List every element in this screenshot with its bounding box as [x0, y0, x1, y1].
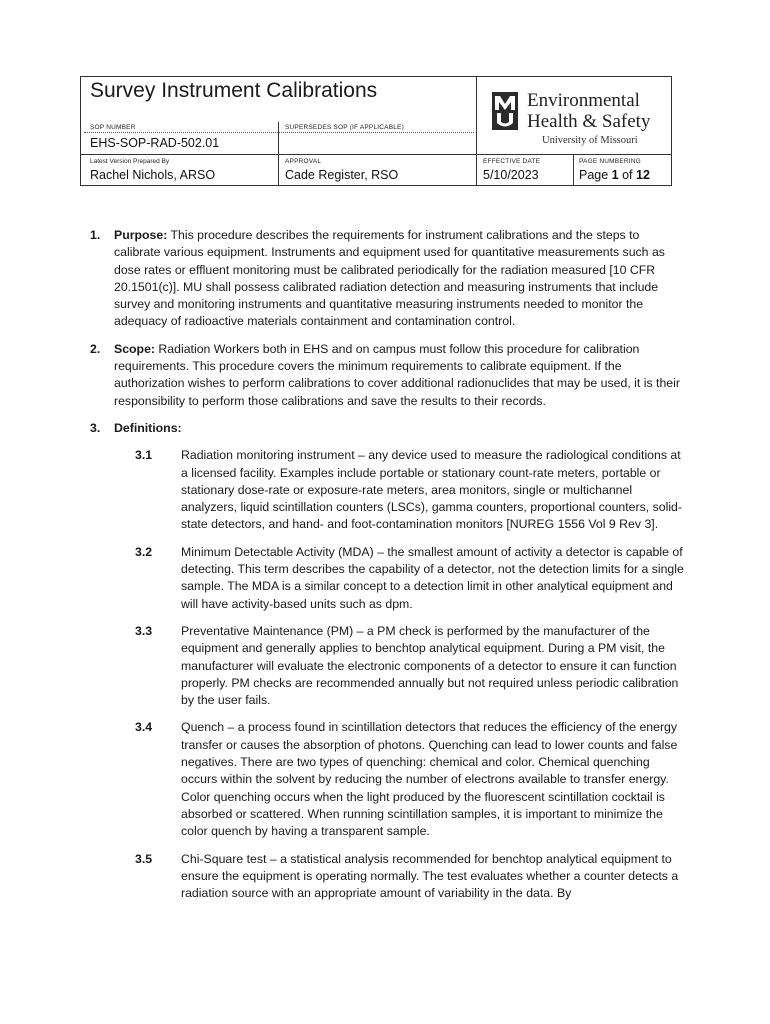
- definition-text: Preventative Maintenance (PM) – a PM check is performed by the manufacturer of the equipment and generally applies to benchtop analytical equipment. During a PM visit, the manufacturer will evaluate the electronic components of a detector to ensure it can function properly. PM checks are recommended annually but not required unless periodic calibration by the user fails.: [181, 623, 679, 708]
- header-dotted-line: [84, 132, 474, 133]
- section-number: 1.: [90, 228, 101, 242]
- approval-value: Cade Register, RSO: [285, 168, 399, 182]
- definition-item: [88, 623, 684, 709]
- document-title: Survey Instrument Calibrations: [90, 79, 378, 102]
- section-purpose: [88, 227, 684, 331]
- document-body: [88, 227, 684, 912]
- logo-line-environmental: Environmental: [527, 90, 640, 111]
- page-prefix: Page: [579, 168, 612, 182]
- definition-text: Chi-Square test – a statistical analysis recommended for benchtop analytical equipment to ensure the equipment is operating normally. The test evaluates whether a counter detects a radiation source with an appropriate amount of variability in the data. By: [181, 851, 679, 901]
- section-number: 2.: [90, 341, 101, 356]
- university-mark-icon: [492, 92, 518, 130]
- page-current: 1: [611, 168, 619, 182]
- definition-item: [88, 544, 684, 613]
- logo-line-health-safety: Health & Safety: [527, 111, 651, 132]
- sop-number-value: EHS-SOP-RAD-502.01: [90, 136, 220, 150]
- section-text: This procedure describes the requirements for instrument calibrations and the steps to calibrate various equipment. Instruments and equipment used for quantitative measurements such as dose rates or effluent monitoring must be calibrated periodically for the radiation measured [10 CFR 20.1501(c)]. MU shall possess calibrated radiation detection and measuring instruments that include survey and monitoring instruments and quantitative measuring instruments needed to monitor the adequacy of radioactive materials containment and contamination control.: [114, 228, 665, 329]
- page-numbering-value: [579, 168, 650, 182]
- section-definitions: [88, 420, 684, 437]
- definition-number: 3.1: [135, 448, 153, 463]
- section-number: 3.: [90, 420, 101, 435]
- logo-line-university: University of Missouri: [542, 135, 638, 146]
- definition-item: [88, 447, 684, 533]
- prepared-by-value: Rachel Nichols, ARSO: [90, 168, 216, 182]
- section-text: Radiation Workers both in EHS and on campus must follow this procedure for calibration requirements. This procedure covers the minimum requirements to calibrate equipment. If the authorization wishes to perform calibrations to cover additional radionuclides that may be used, it is their responsibility to perform those calibrations and save the results to their records.: [114, 341, 680, 408]
- header-divider-horizontal: [81, 154, 671, 155]
- section-heading: Definitions:: [114, 420, 182, 435]
- ehs-logo: [492, 90, 662, 152]
- effective-date-value: 5/10/2023: [483, 168, 539, 182]
- page-of: of: [618, 168, 636, 182]
- approval-label: APPROVAL: [285, 158, 322, 165]
- definition-text: Radiation monitoring instrument – any device used to measure the radiological conditions at a licensed facility. Examples include portable or stationary count-rate meters, portable or stationary dose-rate or exposure-rate meters, area monitors, single or multichannel analyzers, liquid scintillation counters (LSCs), gamma counters, proportional counters, solid-state detectors, and hand- and foot-contamination monitors [NUREG 1556 Vol 9 Rev 3].: [181, 448, 682, 532]
- sop-number-label: SOP NUMBER: [90, 124, 136, 131]
- section-heading: Purpose:: [114, 228, 168, 242]
- page-numbering-label: PAGE NUMBERING: [579, 158, 641, 165]
- section-heading: Scope:: [114, 341, 155, 356]
- definition-number: 3.5: [135, 851, 153, 866]
- definition-item: [88, 719, 684, 840]
- definition-item: [88, 851, 684, 903]
- definition-number: 3.3: [135, 623, 153, 638]
- effective-date-label: EFFECTIVE DATE: [483, 158, 541, 165]
- section-scope: [88, 341, 684, 410]
- header-divider-vertical: [476, 77, 477, 185]
- definition-text: Quench – a process found in scintillation detectors that reduces the efficiency of the energy transfer or causes the absorption of photons. Quenching can lead to lower counts and false negatives. There are two types of quenching: chemical and color. Chemical quenching occurs within the solvent by reducing the number of electrons available to transfer energy. Color quenching occurs when the light produced by the fluorescent scintillation cocktail is absorbed or scattered. When running scintillation samples, it is important to minimize the color quench by having a transparent sample.: [181, 720, 678, 839]
- prepared-by-label: Latest Version Prepared By: [90, 158, 170, 165]
- definition-text: Minimum Detectable Activity (MDA) – the smallest amount of activity a detector is capable of detecting. This term describes the capability of a detector, not the detection limits for a single sample. The MDA is a similar concept to a detection limit in other analytical equipment and will have activity-based units such as dpm.: [181, 544, 684, 611]
- definition-number: 3.4: [135, 720, 153, 735]
- supersedes-label: SUPERSEDES SOP (IF APPLICABLE): [285, 124, 404, 131]
- header-divider-right: [573, 154, 574, 185]
- page-total: 12: [636, 168, 650, 182]
- definition-number: 3.2: [135, 544, 153, 559]
